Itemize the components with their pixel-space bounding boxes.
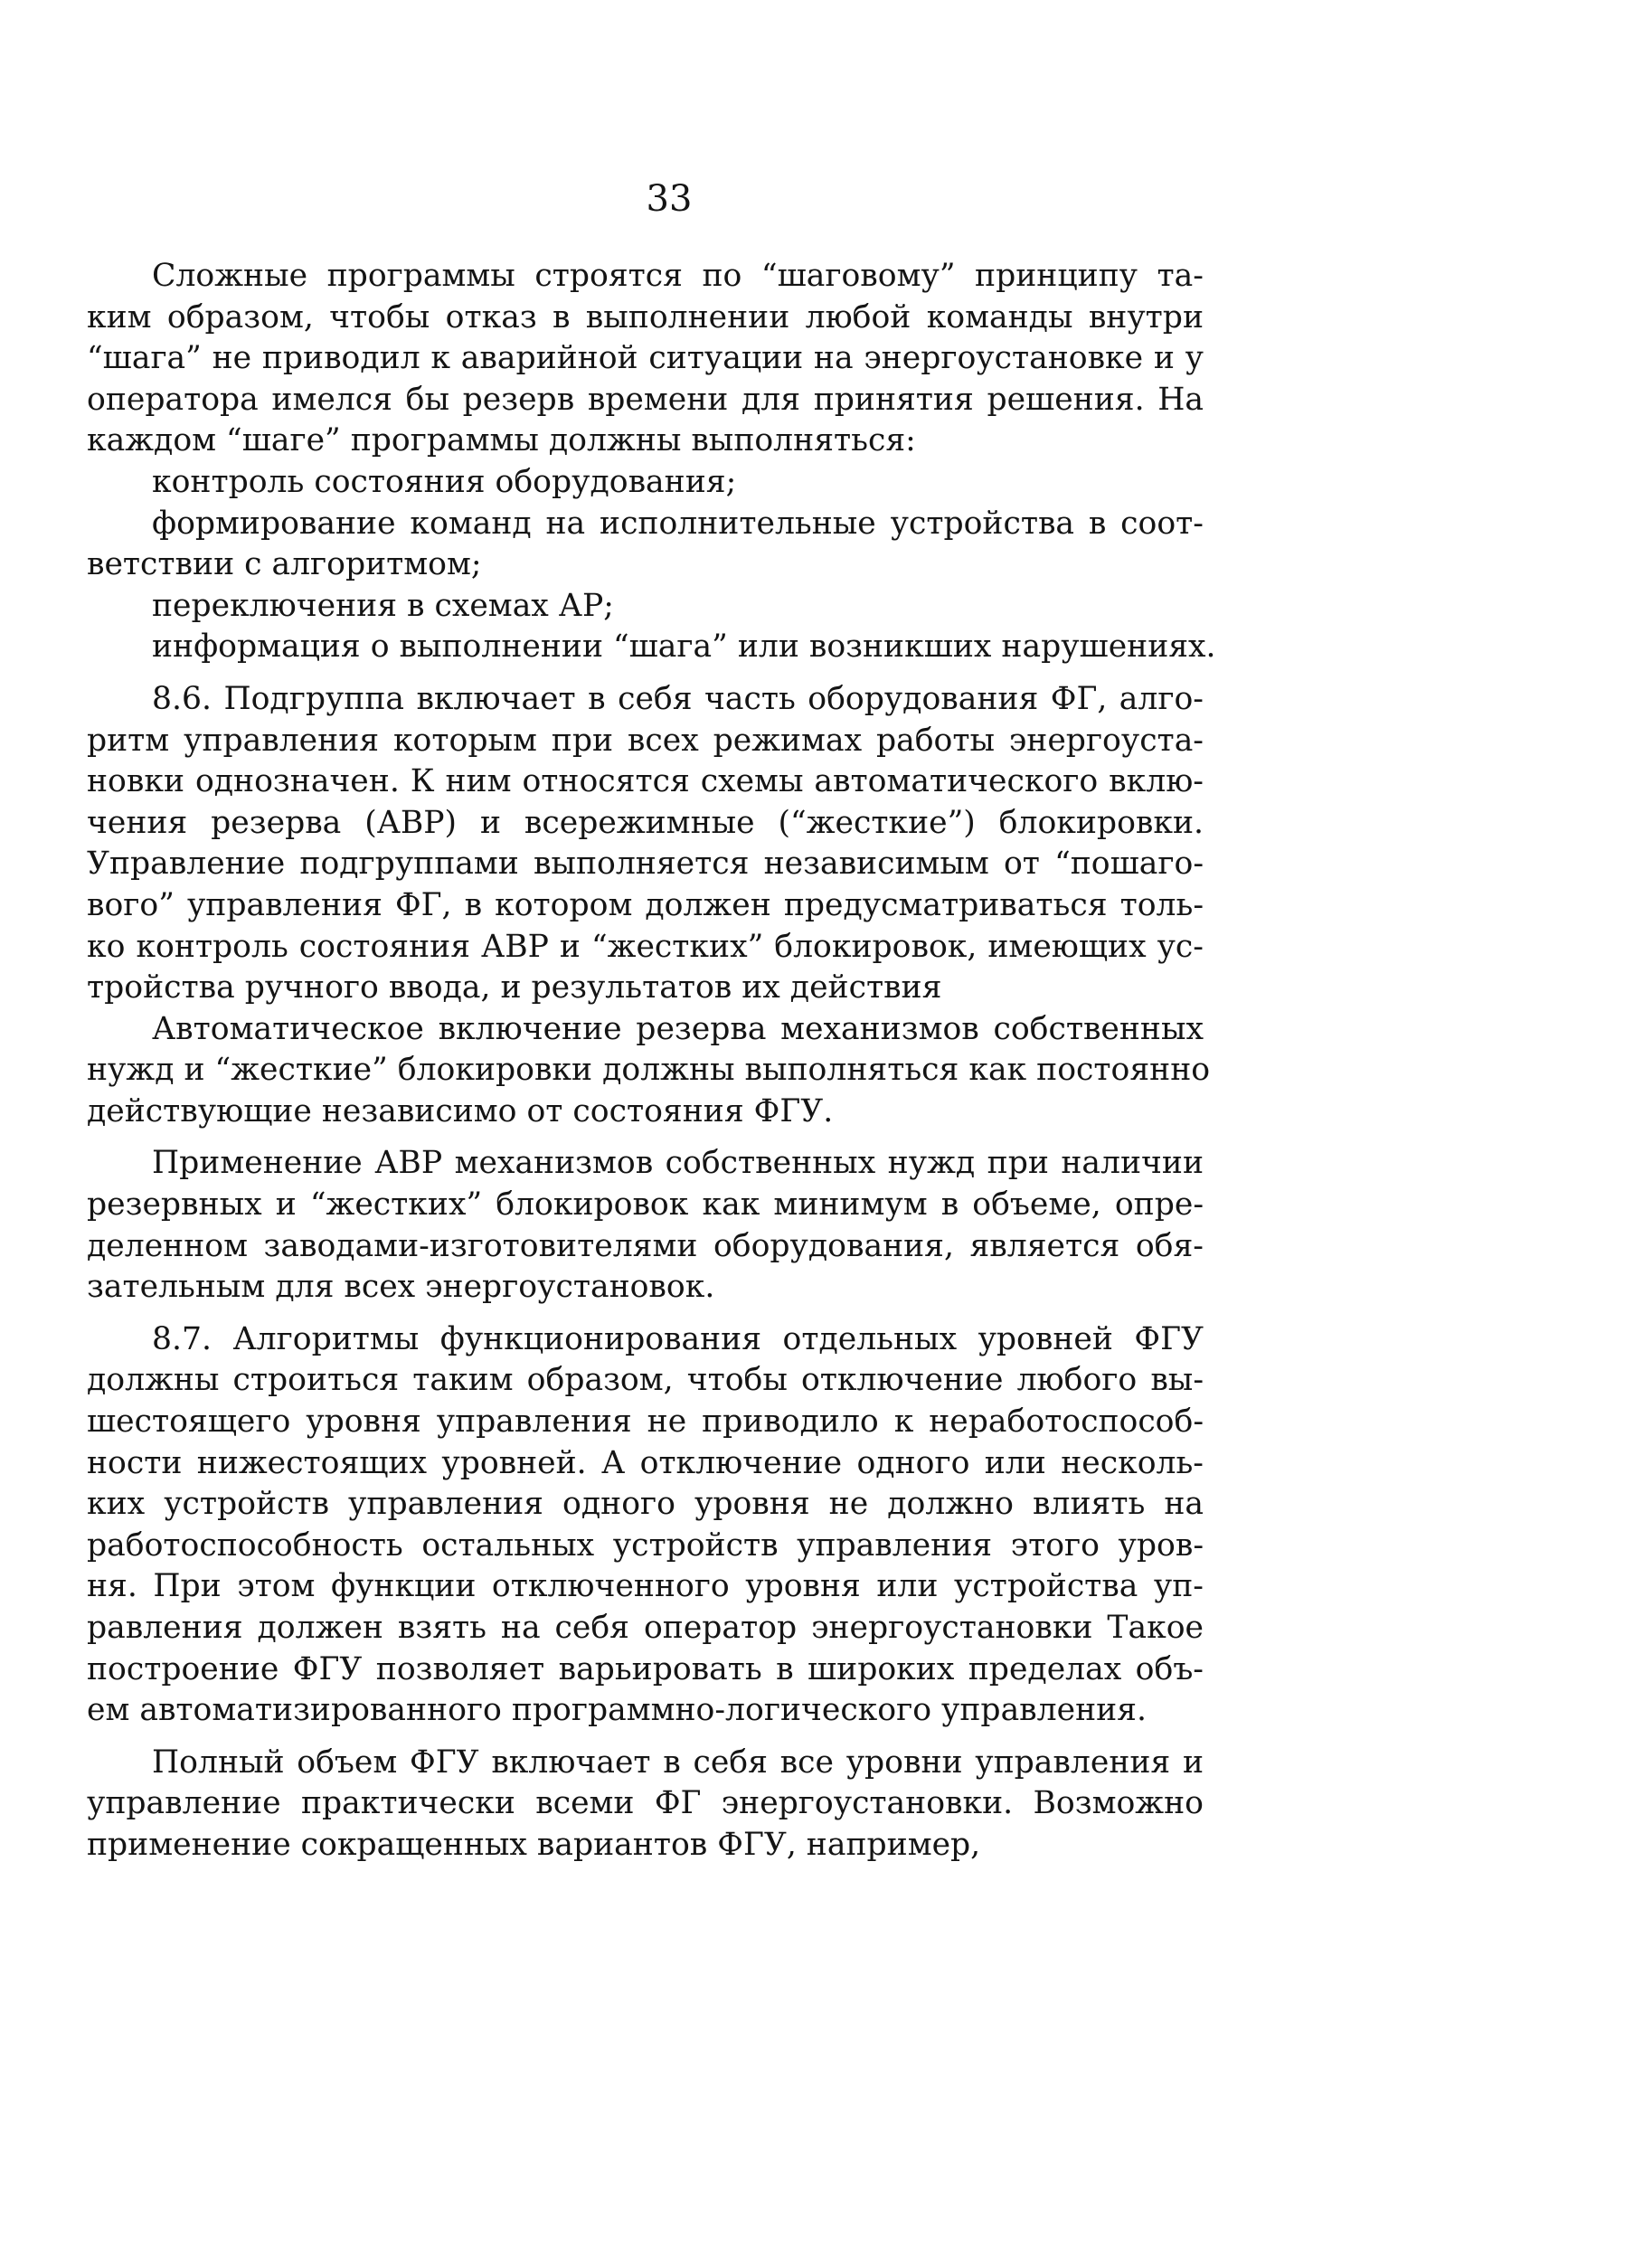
text-line: ритм управления которым при всех режимах работы энергоуста- [87, 722, 1204, 759]
text-line: деленном заводами-изготовителями оборудования, является обя- [87, 1227, 1204, 1264]
text-line: тройства ручного ввода, и результатов их действия [87, 969, 942, 1006]
text-line: построение ФГУ позволяет варьировать в широких пределах объ- [87, 1650, 1204, 1687]
text-line: должны строиться таким образом, чтобы отключение любого вы- [87, 1362, 1204, 1399]
text-line: Сложные программы строятся по “шаговому” принципу та- [152, 258, 1204, 294]
text-line: действующие независимо от состояния ФГУ. [87, 1092, 834, 1129]
text-line: Автоматическое включение резерва механизмов собственных [152, 1010, 1204, 1047]
text-line: информация о выполнении “шага” или возникших нарушениях. [152, 628, 1216, 666]
text-line: новки однозначен. К ним относятся схемы автоматического вклю- [87, 763, 1204, 800]
text-line: нужд и “жесткие” блокировки должны выполняться как постоянно [87, 1052, 1211, 1089]
body-text [87, 256, 1216, 1866]
text-line: работоспособность остальных устройств управления этого уров- [87, 1526, 1204, 1564]
text-line: шестоящего уровня управления не приводило к неработоспособ- [87, 1403, 1204, 1441]
text-line: ветствии с алгоритмом; [87, 546, 482, 583]
text-line: оператора имелся бы резерв времени для принятия решения. На [87, 381, 1204, 418]
text-line: Полный объем ФГУ включает в себя все уровни управления и [152, 1744, 1204, 1781]
text-line: резервных и “жестких” блокировок как минимум в объеме, опре- [87, 1186, 1204, 1224]
text-line: формирование команд на исполнительные устройства в соот- [152, 505, 1204, 542]
text-line: переключения в схемах АР; [152, 587, 614, 624]
text-line: ким образом, чтобы отказ в выполнении любой команды внутри [87, 298, 1204, 335]
text-line: ких устройств управления одного уровня не должно влиять на [87, 1486, 1204, 1523]
text-line: “шага” не приводил к аварийной ситуации на энергоустановке и у [87, 340, 1204, 377]
text-line: ня. При этом функции отключенного уровня или устройства уп- [87, 1568, 1204, 1605]
text-line: каждом “шаге” программы должны выполняться: [87, 422, 916, 459]
text-line: равления должен взять на себя оператор энергоустановки Такое [87, 1610, 1204, 1646]
text-line: контроль состояния оборудования; [152, 463, 737, 500]
text-line: управление практически всеми ФГ энергоустановки. Возможно [87, 1785, 1204, 1822]
text-line: зательным для всех энергоустановок. [87, 1269, 715, 1306]
text-line: применение сокращенных вариантов ФГУ, например, [87, 1826, 981, 1863]
text-line: 8.7. Алгоритмы функционирования отдельных уровней ФГУ [152, 1320, 1204, 1357]
text-line: чения резерва (АВР) и всережимные (“жесткие”) блокировки. [87, 804, 1204, 841]
text-line: ем автоматизированного программно-логического управления. [87, 1692, 1147, 1729]
text-line: вого” управления ФГ, в котором должен предусматриваться толь- [87, 886, 1204, 923]
text-line: 8.6. Подгруппа включает в себя часть оборудования ФГ, алго- [152, 680, 1204, 717]
text-line: ко контроль состояния АВР и “жестких” блокировок, имеющих ус- [87, 928, 1204, 965]
text-line: Управление подгруппами выполняется независимым от “пошаго- [87, 846, 1204, 883]
text-line: ности нижестоящих уровней. А отключение одного или несколь- [87, 1444, 1204, 1481]
text-line: Применение АВР механизмов собственных нужд при наличии [152, 1145, 1204, 1182]
page-number: 33 [646, 178, 693, 220]
